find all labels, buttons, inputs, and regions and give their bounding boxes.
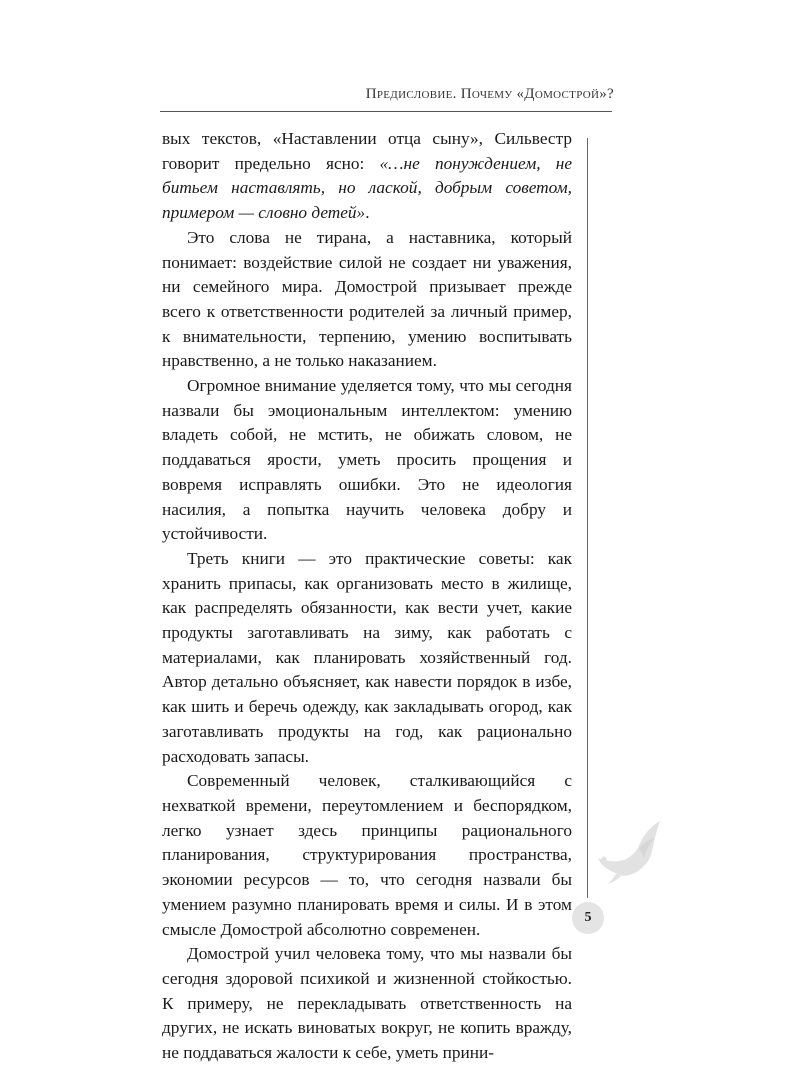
paragraph: Современный человек, сталкивающийся с нехваткой времени, переутомлением и беспорядком, легко узнает здесь принципы рационального планирования, структурирования пространства, экономии ресурсов — то, что сегодня назвали бы умением разумно планировать время и силы. И в этом смысле Домострой абсолютно современен. [162,771,572,939]
paragraph: Это слова не тирана, а наставника, который понимает: воздействие силой не создает ни уважения, ни семейного мира. Домострой призывает прежде всего к ответственности родителей за личный пример, к внимательности, терпению, умению воспитывать нравственно, а не только наказанием. [162,227,572,371]
dove-icon [596,818,676,888]
paragraph [162,127,572,226]
header-rule [160,111,612,112]
paragraph-text: . [365,203,370,223]
body-text [162,127,572,1066]
paragraph: Огромное внимание уделяется тому, что мы сегодня назвали бы эмоциональным интеллектом: умению владеть собой, не мстить, не обижать словом, не поддаваться ярости, уметь просить прощения и вовремя исправлять ошибки. Это не идеология насилия, а попытка научить человека добру и устойчивости. [162,376,572,544]
page-number: 5 [572,902,604,934]
paragraph: Домострой учил человека тому, что мы назвали бы сегодня здоровой психикой и жизненной стойкостью. К примеру, не перекладывать ответственность на других, не искать виноватых вокруг, не копить вражду, не поддаваться жалости к себе, уметь прини- [162,944,572,1063]
quote: «…не понуждением, не битьем наставлять, но лаской, добрым советом, примером — словно детей» [162,153,572,223]
running-title: Предисловие. Почему «Домострой»? [365,86,614,102]
paragraph: Треть книги — это практические советы: как хранить припасы, как организовать место в жилище, как распределять обязанности, как вести учет, какие продукты заготавливать на зиму, как работать с материалами, как планировать хозяйственный год. Автор детально объясняет, как навести порядок в избе, как шить и беречь одежду, как закладывать огород, как заготавливать продукты на год, как рационально расходовать запасы. [162,548,572,766]
margin-rule [587,138,588,898]
paragraph-text: вых текстов, «Наставлении отца сыну», Сильвестр говорит предельно ясно: [162,129,572,173]
